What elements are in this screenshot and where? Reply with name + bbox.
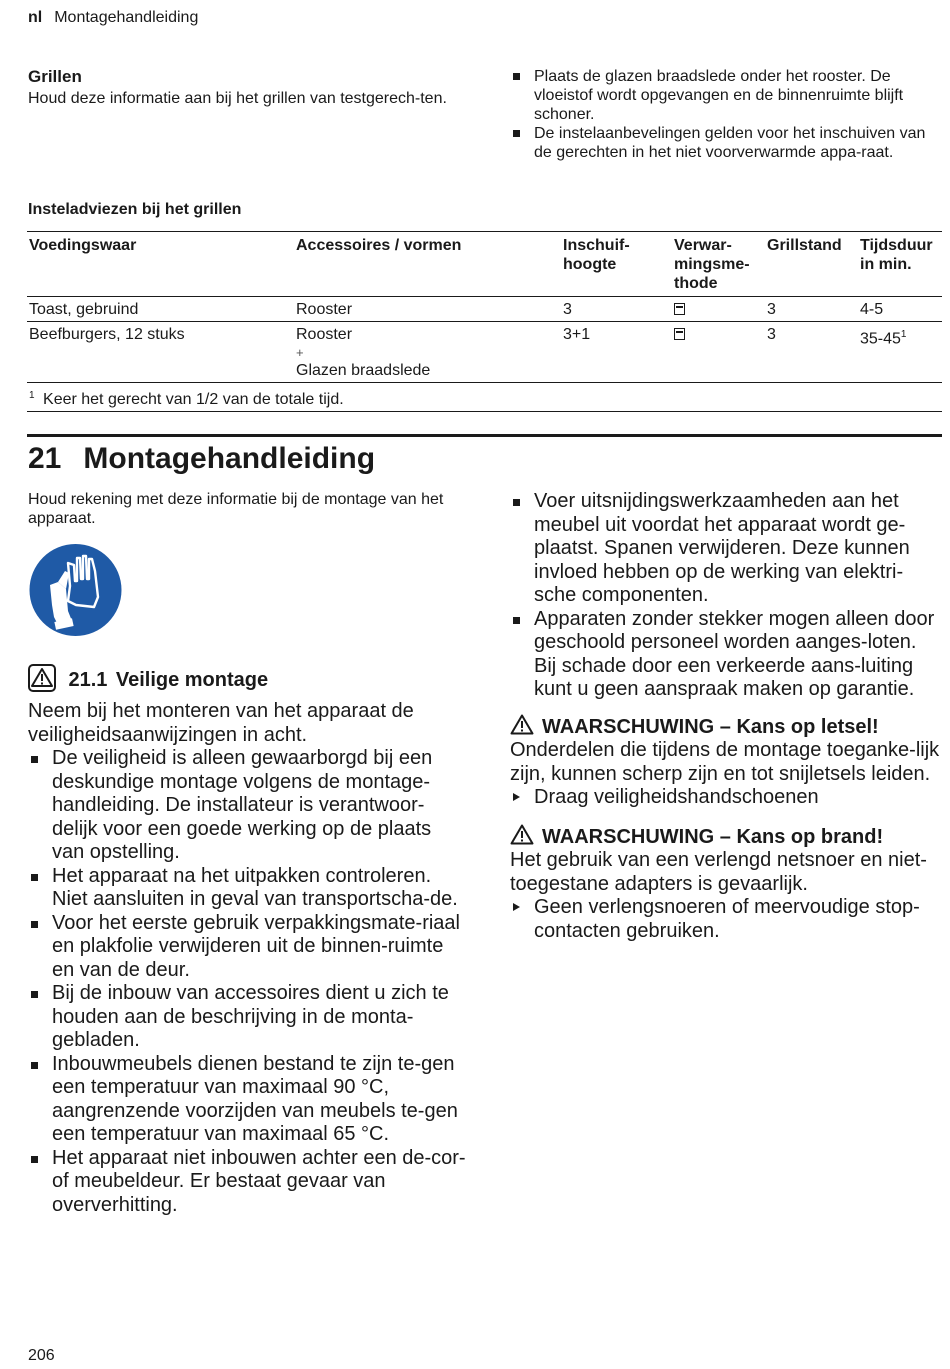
safety-list — [28, 747, 468, 1217]
page-number: 206 — [28, 1347, 55, 1364]
grill-table — [27, 231, 942, 412]
column-header: Accessoires / vormen — [296, 237, 462, 254]
table-row — [27, 322, 942, 383]
grill-intro: Houd deze informatie aan bij het grillen van testgerech-ten. — [28, 90, 447, 107]
list-item: Plaats de glazen braadslede onder het rooster. De vloeistof wordt opgevangen en de binnenruimte blijft schoner. — [510, 67, 942, 124]
list-item: Het apparaat na het uitpakken controleren. Niet aansluiten in geval van transportscha-de. — [28, 865, 468, 912]
chapter-intro: Houd rekening met deze informatie bij de montage van het apparaat. — [28, 491, 444, 527]
chapter-heading — [28, 441, 375, 477]
action-item: Geen verlengsnoeren of meervoudige stop-contacten gebruiken. — [510, 896, 942, 943]
chapter-title: Montagehandleiding — [83, 442, 376, 475]
warning-title-text: WAARSCHUWING – Kans op letsel! — [542, 715, 879, 738]
safety-left-column — [28, 700, 468, 1217]
accessory-cell — [294, 322, 561, 383]
header-section: Montagehandleiding — [54, 9, 199, 26]
warning-icon — [28, 664, 56, 692]
method-cell — [672, 322, 765, 383]
column-header: Grillstand — [767, 237, 842, 254]
list-item: De veiligheid is alleen gewaarborgd bij een deskundige montage volgens de montage-handleiding. De installateur is verantwoor-delijk voor een goede werking op de plaats van opstelling. — [28, 747, 468, 865]
subsection-intro: Neem bij het monteren van het apparaat de veiligheidsaanwijzingen in acht. — [28, 700, 414, 746]
safety-list-right — [510, 490, 942, 702]
food-cell: Beefburgers, 12 stuks — [29, 326, 185, 343]
grill-bullets — [510, 67, 942, 162]
accessory-plus: + — [296, 345, 304, 360]
list-item: Inbouwmeubels dienen bestand te zijn te-gen een temperatuur van maximaal 90 °C, aangrenzende voorzijden van meubels te-gen een temperatuur van maximaal 65 °C. — [28, 1053, 468, 1147]
grill-icon — [674, 303, 685, 315]
list-item: Apparaten zonder stekker mogen alleen door geschoold personeel worden aanges-loten. Bij schade door een verkeerde aans-luiting kunt u geen aanspraak maken op garantie. — [510, 608, 942, 702]
warning-triangle-icon — [510, 714, 534, 735]
list-item: De instelaanbevelingen gelden voor het inschuiven van de gerechten in het niet voorverwarmde appa-raat. — [510, 124, 942, 162]
time-value: 35-45 — [860, 330, 901, 348]
subsection-heading — [28, 664, 268, 692]
warning-title — [510, 824, 942, 850]
table-row — [27, 297, 942, 322]
page-header — [28, 9, 198, 27]
height-cell: 3 — [563, 301, 572, 318]
time-cell — [858, 322, 942, 383]
list-item: Voer uitsnijdingswerkzaamheden aan het meubel uit voordat het apparaat wordt ge-plaatst. Spanen verwijderen. Deze kunnen invloed hebben op de werking van elektri-sche componenten. — [510, 490, 942, 608]
footnote-cell — [27, 383, 942, 412]
table-header-row — [27, 232, 942, 297]
column-header: Verwar-mingsme-thode — [674, 237, 750, 292]
list-item: Het apparaat niet inbouwen achter een de-cor- of meubeldeur. Er bestaat gevaar van oververhitting. — [28, 1147, 468, 1218]
safety-right-column — [510, 490, 942, 943]
footnote-text: Keer het gerecht van 1/2 van de totale tijd. — [43, 391, 344, 409]
warning-title — [510, 714, 942, 740]
grill-level-cell: 3 — [767, 301, 776, 318]
accessory-cell: Rooster — [296, 301, 353, 318]
height-cell: 3+1 — [563, 326, 591, 343]
warning-actions — [510, 786, 942, 810]
column-header: Voedingswaar — [29, 237, 137, 254]
grill-title: Grillen — [28, 67, 82, 86]
column-header: Inschuif-hoogte — [563, 237, 630, 273]
accessory-line: Rooster — [296, 326, 353, 343]
chapter-rule — [27, 434, 942, 437]
warning-block-fire — [510, 824, 942, 944]
footnote-mark: 1 — [29, 390, 35, 401]
list-item: Bij de inbouw van accessoires dient u zich te houden aan de beschrijving in de monta-gebladen. — [28, 982, 468, 1053]
accessory-line: Glazen braadslede — [296, 362, 431, 379]
method-cell — [672, 297, 765, 322]
time-cell: 4-5 — [860, 301, 884, 318]
footnote-ref: 1 — [900, 329, 907, 340]
chapter-number: 21 — [28, 442, 62, 475]
warning-text: Het gebruik van een verlengd netsnoer en niet-toegestane adapters is gevaarlijk. — [510, 849, 927, 895]
subsection-title: Veilige montage — [115, 669, 269, 691]
column-header: Tijdsduur in min. — [860, 237, 933, 273]
grill-icon — [674, 328, 685, 340]
grill-table-wrap — [27, 231, 942, 412]
food-cell: Toast, gebruind — [29, 301, 139, 318]
warning-title-text: WAARSCHUWING – Kans op brand! — [542, 825, 884, 848]
list-item: Voor het eerste gebruik verpakkingsmate-riaal en plakfolie verwijderen uit de binnen-ruimte en van de deur. — [28, 912, 468, 983]
table-title: Insteladviezen bij het grillen — [28, 201, 242, 218]
warning-block-injury — [510, 714, 942, 810]
subsection-number: 21.1 — [68, 669, 108, 691]
warning-triangle-icon — [510, 824, 534, 845]
grill-level-cell: 3 — [767, 326, 776, 343]
warning-text: Onderdelen die tijdens de montage toeganke-lijk zijn, kunnen scherp zijn en tot snijletsels leiden. — [510, 739, 940, 785]
grill-intro-block — [28, 67, 468, 108]
wear-gloves-icon — [28, 541, 123, 639]
warning-actions — [510, 896, 942, 943]
action-item: Draag veiligheidshandschoenen — [510, 786, 942, 810]
table-footnote-row — [27, 383, 942, 412]
language-code: nl — [28, 9, 43, 26]
